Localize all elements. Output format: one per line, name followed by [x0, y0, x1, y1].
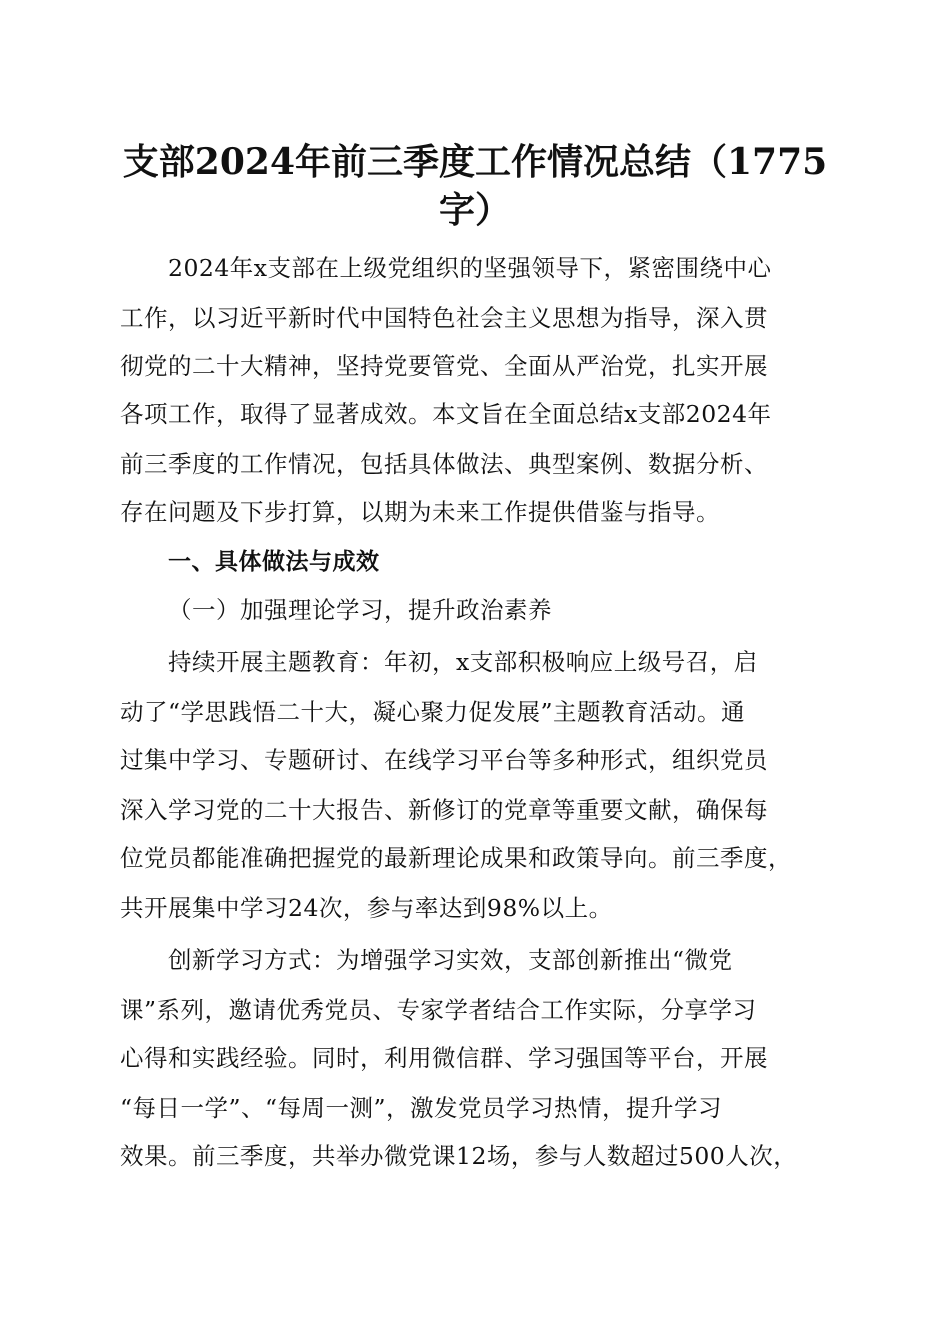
intro-line-4: 各项工作，取得了显著成效。本文旨在全面总结x支部2024年	[120, 400, 772, 428]
intro-line-6: 存在问题及下步打算，以期为未来工作提供借鉴与指导。	[120, 498, 720, 526]
document-title-line-1: 支部2024年前三季度工作情况总结（1775	[122, 141, 828, 183]
intro-line-5: 前三季度的工作情况，包括具体做法、典型案例、数据分析、	[120, 450, 768, 478]
para1-line-4: 深入学习党的二十大报告、新修订的党章等重要文献，确保每	[120, 796, 768, 824]
para2-line-2: 课”系列，邀请优秀党员、专家学者结合工作实际，分享学习	[120, 996, 757, 1024]
para2-line-3: 心得和实践经验。同时，利用微信群、学习强国等平台，开展	[120, 1044, 768, 1072]
section-1-heading: 一、具体做法与成效	[168, 549, 380, 575]
intro-line-1: 2024年x支部在上级党组织的坚强领导下，紧密围绕中心	[168, 254, 772, 282]
para1-line-2: 动了“学思践悟二十大，凝心聚力促发展”主题教育活动。通	[120, 698, 746, 726]
document-title-line-2: 字）	[438, 189, 511, 231]
para1-line-5: 位党员都能准确把握党的最新理论成果和政策导向。前三季度，	[120, 844, 792, 872]
para2-line-1: 创新学习方式：为增强学习实效，支部创新推出“微党	[168, 946, 733, 974]
para1-line-3: 过集中学习、专题研讨、在线学习平台等多种形式，组织党员	[120, 746, 768, 774]
para2-line-4: “每日一学”、“每周一测”，激发党员学习热情，提升学习	[120, 1094, 723, 1122]
para1-line-6: 共开展集中学习24次，参与率达到98%以上。	[120, 894, 613, 922]
para1-line-1: 持续开展主题教育：年初，x支部积极响应上级号召，启	[168, 648, 758, 676]
intro-line-3: 彻党的二十大精神，坚持党要管党、全面从严治党，扎实开展	[120, 352, 768, 380]
intro-line-2: 工作，以习近平新时代中国特色社会主义思想为指导，深入贯	[120, 304, 768, 332]
para2-line-5: 效果。前三季度，共举办微党课12场，参与人数超过500人次，	[120, 1142, 798, 1170]
subsection-1-heading: （一）加强理论学习，提升政治素养	[168, 596, 552, 624]
